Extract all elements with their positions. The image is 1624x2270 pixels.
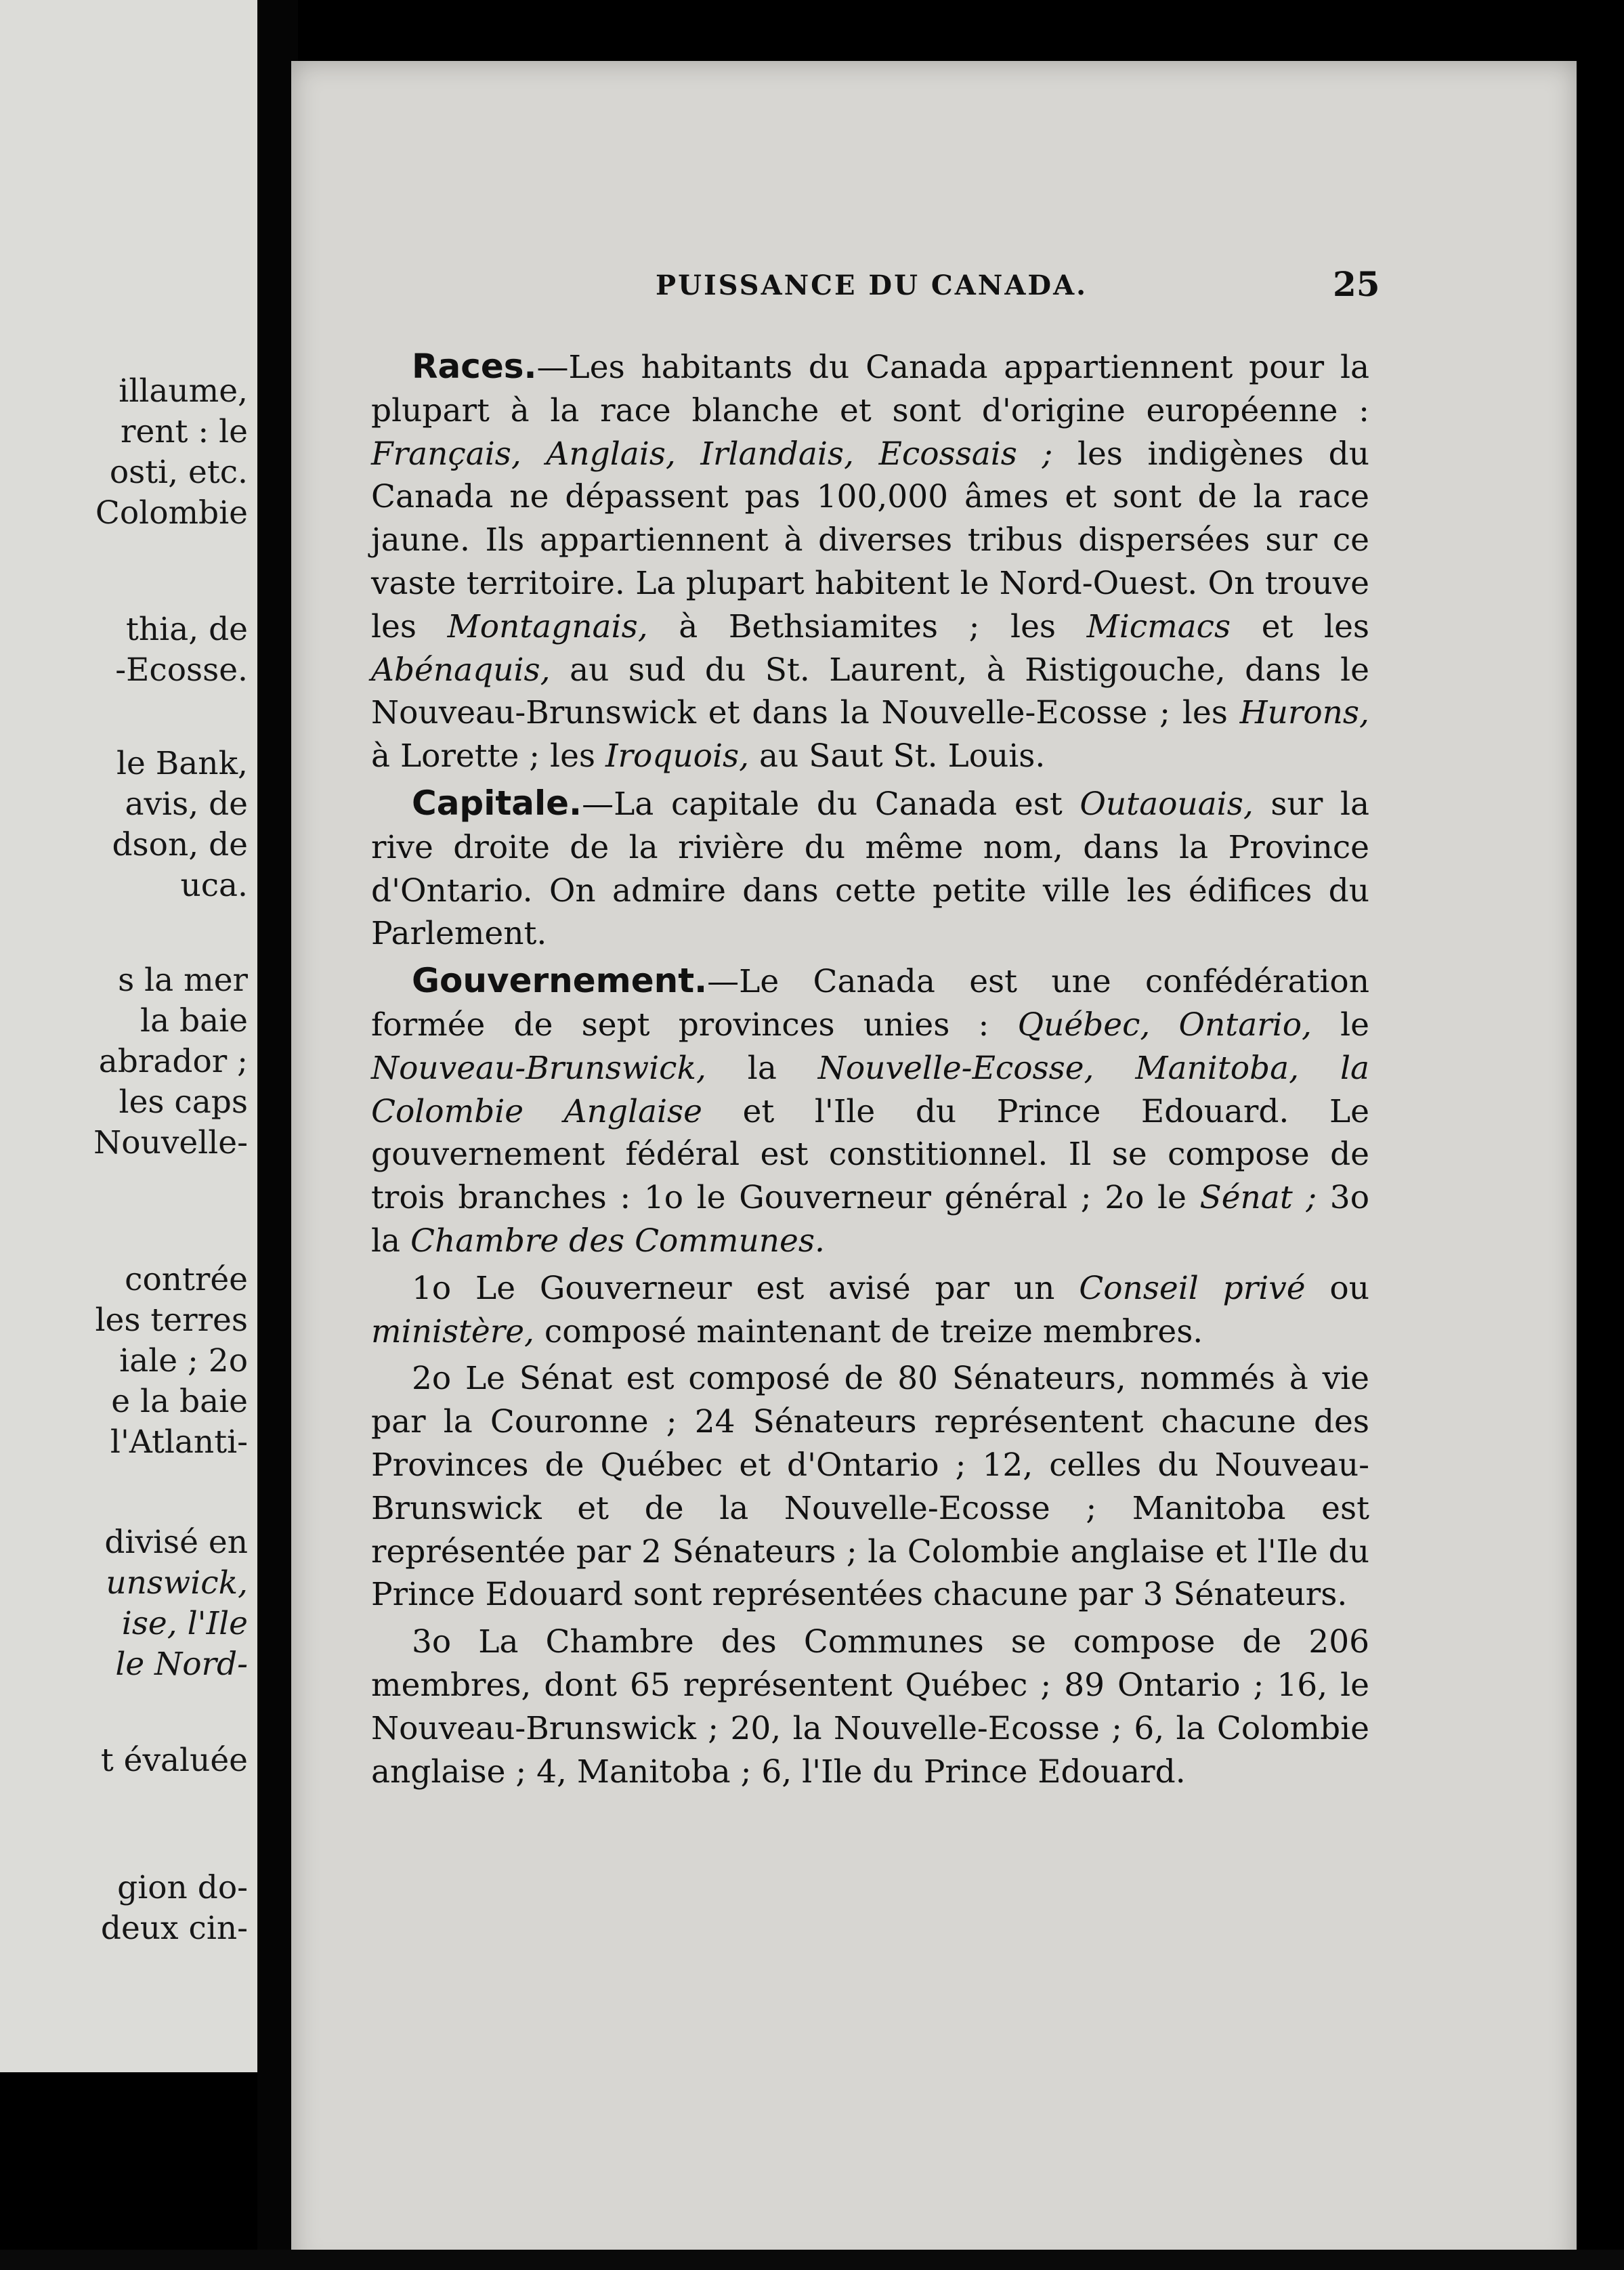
- left-page-line: unswick,: [106, 1564, 248, 1602]
- italic-term: Outaouais,: [1080, 785, 1254, 823]
- italic-term: Montagnais,: [447, 607, 648, 645]
- left-page-line: s la mer: [118, 962, 248, 999]
- italic-term: Québec, Ontario,: [1017, 1006, 1312, 1044]
- section-heading: Gouvernement.: [412, 961, 708, 1001]
- left-page-line: Colombie: [95, 494, 248, 532]
- left-page-line: le Nord-: [115, 1646, 248, 1683]
- paragraph: [371, 1267, 1369, 1354]
- italic-term: Iroquois,: [605, 737, 750, 775]
- left-page-line: ise, l'Ile: [121, 1605, 248, 1642]
- italic-term: Chambre des Communes.: [410, 1222, 825, 1260]
- text-run: et l'Ile du Prince Edouard. Le gouvernement fédéral est constitionnel. Il se compose de trois branches : 1o le Gouverneur général ; 2o le: [371, 1092, 1369, 1217]
- left-page-line: les terres: [95, 1302, 248, 1339]
- paragraph: [371, 345, 1369, 778]
- text-run: la: [706, 1049, 818, 1087]
- left-page-line: iale ; 2o: [119, 1342, 248, 1379]
- left-page-line: e la baie: [111, 1383, 248, 1420]
- text-run: sur la rive droite de la rivière du même nom, dans la Province d'Ontario. On admire dans cette petite ville les édifices du Parlement.: [371, 785, 1369, 953]
- italic-term: Abénaquis,: [371, 651, 551, 689]
- left-page-line: l'Atlanti-: [110, 1423, 248, 1461]
- italic-term: Nouvelle-Ecosse, Manitoba, la Colombie Anglaise: [371, 1049, 1369, 1130]
- text-run: 1o Le Gouverneur est avisé par un: [412, 1269, 1080, 1307]
- left-page-line: les caps: [119, 1084, 248, 1121]
- paragraph: [371, 960, 1369, 1263]
- left-page-line: le Bank,: [116, 745, 248, 782]
- left-page-line: deux cin-: [100, 1910, 248, 1947]
- left-page-line: t évaluée: [100, 1742, 248, 1779]
- left-page-line: thia, de: [126, 611, 248, 648]
- section-heading: Races.: [412, 347, 537, 386]
- text-run: —Le Canada est une confédération formée de sept provinces unies :: [371, 963, 1369, 1044]
- text-run: 3o la: [371, 1179, 1370, 1260]
- left-page-line: abrador ;: [98, 1043, 248, 1080]
- left-page-line: contrée: [125, 1261, 248, 1298]
- italic-term: Sénat ;: [1199, 1179, 1317, 1217]
- italic-term: Hurons,: [1239, 694, 1369, 732]
- text-run: 3o La Chambre des Communes se compose de 206 membres, dont 65 représentent Québec ; 89 Ontario ; 16, le Nouveau-Brunswick ; 20, la Nouvelle-Ecosse ; 6, la Colombie anglaise ; 4, Manitoba ; 6, l'Ile du Prince Edouard.: [371, 1623, 1369, 1791]
- italic-term: Conseil privé: [1079, 1269, 1306, 1307]
- left-page-line: osti, etc.: [109, 454, 248, 491]
- left-page-line: gion do-: [117, 1869, 248, 1906]
- text-run: à Lorette ; les: [371, 737, 605, 775]
- text-run: et les: [1231, 607, 1370, 645]
- text-run: 2o Le Sénat est composé de 80 Sénateurs, nommés à vie par la Couronne ; 24 Sénateurs représentent chacune des Provinces de Québec et d'Ontario ; 12, celles du Nouveau-Brunswick et de la Nouvelle-Ecosse ; Manitoba est représentée par 2 Sénateurs ; la Colombie anglaise et l'Ile du Prince Edouard sont représentées chacune par 3 Sénateurs.: [371, 1360, 1369, 1614]
- italic-term: Français, Anglais, Irlandais, Ecossais ;: [371, 435, 1053, 473]
- left-page-line: rent : le: [121, 413, 248, 450]
- italic-term: Nouveau-Brunswick,: [371, 1049, 706, 1087]
- page-header: [291, 264, 1577, 312]
- text-run: les indigènes du Canada ne dépassent pas 100,000 âmes et sont de la race jaune. Ils appartiennent à diverses tribus dispersées sur ce vaste territoire. La plupart habitent le Nord-Ouest. On trouve les: [371, 435, 1369, 645]
- left-page-line: illaume,: [119, 372, 248, 410]
- left-page-line: Nouvelle-: [93, 1124, 248, 1161]
- page-number: 25: [1333, 264, 1380, 304]
- left-page-line: divisé en: [104, 1524, 248, 1561]
- text-run: composé maintenant de treize membres.: [534, 1312, 1203, 1350]
- text-run: —Les habitants du Canada appartiennent pour la plupart à la race blanche et sont d'origine européenne :: [371, 349, 1369, 429]
- left-page-line: uca.: [180, 867, 248, 904]
- left-page-line: avis, de: [125, 786, 248, 823]
- text-run: au sud du St. Laurent, à Ristigouche, dans le Nouveau-Brunswick et dans la Nouvelle-Ecosse ; les: [371, 651, 1369, 732]
- text-run: à Bethsiamites ; les: [647, 607, 1087, 645]
- body-text: [371, 345, 1369, 1797]
- left-page-line: -Ecosse.: [115, 651, 248, 689]
- scan-border: [0, 2250, 1624, 2270]
- paragraph: [371, 1357, 1369, 1616]
- left-page-line: dson, de: [112, 826, 248, 863]
- italic-term: ministère,: [371, 1312, 534, 1350]
- right-page: [291, 61, 1577, 2270]
- running-head: PUISSANCE DU CANADA.: [656, 270, 1088, 301]
- text-run: le: [1311, 1006, 1369, 1044]
- section-heading: Capitale.: [412, 783, 582, 823]
- paragraph: [371, 1621, 1369, 1793]
- left-page-line: la baie: [140, 1002, 248, 1040]
- text-run: ou: [1305, 1269, 1369, 1307]
- left-page-fragment: [0, 0, 257, 2072]
- paragraph: [371, 782, 1369, 956]
- text-run: au Saut St. Louis.: [749, 737, 1046, 775]
- italic-term: Micmacs: [1086, 607, 1231, 645]
- text-run: —La capitale du Canada est: [582, 785, 1080, 823]
